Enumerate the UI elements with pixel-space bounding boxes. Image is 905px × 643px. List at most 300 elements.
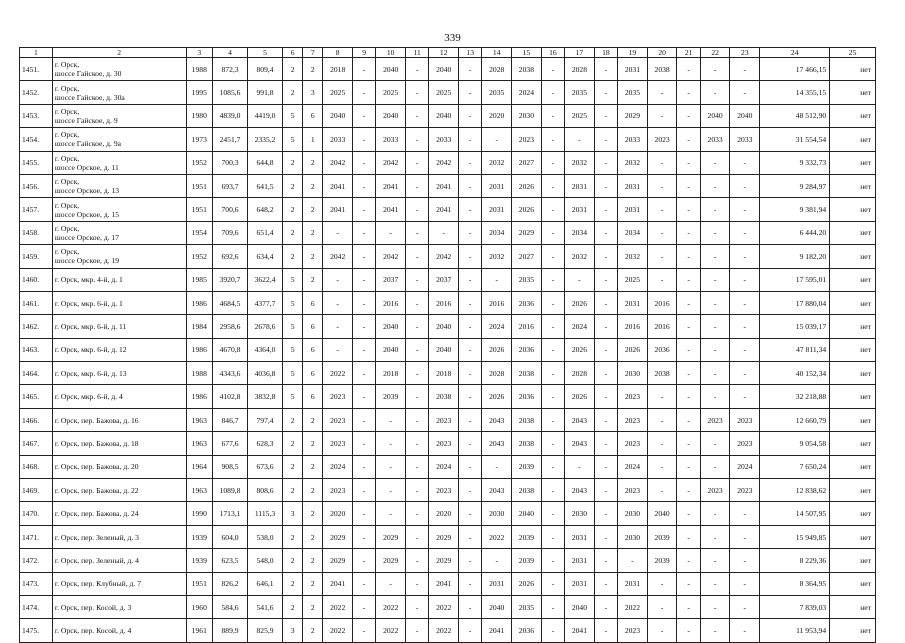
address-line: г. Орск, пер. Клубный, д. 7 bbox=[54, 579, 141, 589]
data-cell: - bbox=[353, 291, 376, 314]
data-cell: 9 054,58 bbox=[760, 432, 830, 455]
data-cell: - bbox=[700, 198, 730, 221]
data-cell: - bbox=[730, 362, 760, 385]
address-line: г. Орск, мкр. 6-й, д. 13 bbox=[54, 368, 127, 378]
data-cell: - bbox=[647, 174, 677, 197]
data-cell: 2024 bbox=[618, 455, 648, 478]
data-cell: 32 218,88 bbox=[760, 385, 830, 408]
data-cell: - bbox=[677, 502, 700, 525]
address-line: г. Орск, пер. Зеленый, д. 4 bbox=[54, 555, 139, 565]
data-cell: - bbox=[594, 619, 617, 642]
data-cell: 2032 bbox=[482, 245, 512, 268]
data-cell: 2025 bbox=[376, 81, 406, 104]
data-cell: - bbox=[353, 174, 376, 197]
data-cell: 2038 bbox=[512, 362, 542, 385]
data-cell: - bbox=[459, 385, 482, 408]
data-cell: - bbox=[594, 502, 617, 525]
address-cell bbox=[52, 408, 186, 431]
data-cell: 2041 bbox=[376, 174, 406, 197]
data-cell: - bbox=[541, 221, 564, 244]
data-cell: 2036 bbox=[512, 385, 542, 408]
column-number-header-row bbox=[20, 48, 876, 58]
data-cell: - bbox=[459, 549, 482, 572]
data-cell: 4839,0 bbox=[213, 104, 248, 127]
data-cell: - bbox=[406, 455, 429, 478]
data-cell: 797,4 bbox=[248, 408, 283, 431]
data-cell: 2031 bbox=[565, 549, 595, 572]
data-cell: - bbox=[700, 525, 730, 548]
data-cell: - bbox=[677, 408, 700, 431]
data-cell: 2024 bbox=[323, 455, 353, 478]
data-cell: - bbox=[594, 455, 617, 478]
data-cell: 2033 bbox=[323, 128, 353, 151]
data-cell: - bbox=[594, 198, 617, 221]
data-cell: - bbox=[406, 198, 429, 221]
data-cell: нет bbox=[830, 525, 876, 548]
data-cell: - bbox=[677, 221, 700, 244]
data-cell: - bbox=[730, 595, 760, 618]
data-cell: - bbox=[459, 408, 482, 431]
data-cell: 1954 bbox=[186, 221, 213, 244]
table-row bbox=[20, 572, 876, 595]
data-cell: 2026 bbox=[565, 338, 595, 361]
data-cell: - bbox=[677, 174, 700, 197]
data-cell: 2036 bbox=[647, 338, 677, 361]
data-cell: 2 bbox=[283, 81, 303, 104]
data-cell: 1986 bbox=[186, 385, 213, 408]
data-cell: - bbox=[376, 221, 406, 244]
data-cell: 2 bbox=[303, 549, 323, 572]
data-cell: - bbox=[459, 572, 482, 595]
address-line: г. Орск, bbox=[54, 60, 80, 70]
data-cell: - bbox=[459, 291, 482, 314]
data-cell: - bbox=[323, 338, 353, 361]
data-cell: 2028 bbox=[482, 58, 512, 81]
data-cell: - bbox=[406, 525, 429, 548]
data-cell: - bbox=[541, 479, 564, 502]
data-cell: нет bbox=[830, 291, 876, 314]
data-cell: - bbox=[730, 58, 760, 81]
data-cell: 12 838,62 bbox=[760, 479, 830, 502]
data-cell: - bbox=[730, 245, 760, 268]
data-cell: 4364,0 bbox=[248, 338, 283, 361]
data-cell: нет bbox=[830, 432, 876, 455]
data-cell: 2335,2 bbox=[248, 128, 283, 151]
data-cell: 2032 bbox=[618, 151, 648, 174]
row-number-cell: 1462. bbox=[20, 315, 53, 338]
data-cell: 1980 bbox=[186, 104, 213, 127]
data-cell: 4684,5 bbox=[213, 291, 248, 314]
column-header: 24 bbox=[760, 48, 830, 58]
data-cell: 673,6 bbox=[248, 455, 283, 478]
address-line: шоссе Орское, д. 15 bbox=[54, 209, 120, 219]
data-cell: 2041 bbox=[323, 174, 353, 197]
data-cell: 2032 bbox=[618, 245, 648, 268]
data-cell: - bbox=[459, 338, 482, 361]
data-cell: 2035 bbox=[482, 81, 512, 104]
data-cell: 2 bbox=[303, 174, 323, 197]
data-cell: 646,1 bbox=[248, 572, 283, 595]
data-cell: 2031 bbox=[482, 174, 512, 197]
address-line: шоссе Орское, д. 11 bbox=[54, 162, 119, 172]
data-cell: - bbox=[541, 455, 564, 478]
data-cell: нет bbox=[830, 502, 876, 525]
data-cell: - bbox=[459, 455, 482, 478]
data-cell: 2 bbox=[283, 408, 303, 431]
row-number-cell: 1469. bbox=[20, 479, 53, 502]
data-cell: 1988 bbox=[186, 362, 213, 385]
data-cell: 2041 bbox=[429, 198, 459, 221]
data-cell: нет bbox=[830, 221, 876, 244]
data-cell: - bbox=[353, 385, 376, 408]
data-cell: - bbox=[730, 385, 760, 408]
data-cell: 2020 bbox=[429, 502, 459, 525]
table-row bbox=[20, 455, 876, 478]
data-cell: - bbox=[459, 151, 482, 174]
data-cell: 3622,4 bbox=[248, 268, 283, 291]
data-cell: 2 bbox=[303, 455, 323, 478]
data-cell: - bbox=[459, 315, 482, 338]
data-cell: - bbox=[353, 549, 376, 572]
data-cell: - bbox=[353, 408, 376, 431]
data-cell: 2030 bbox=[565, 502, 595, 525]
data-cell: 2 bbox=[303, 408, 323, 431]
data-cell: 2 bbox=[283, 479, 303, 502]
column-header: 3 bbox=[186, 48, 213, 58]
data-cell: 2039 bbox=[512, 455, 542, 478]
data-cell: - bbox=[541, 525, 564, 548]
row-number-cell: 1465. bbox=[20, 385, 53, 408]
data-cell: - bbox=[677, 151, 700, 174]
data-cell: 2031 bbox=[565, 198, 595, 221]
data-cell: 2028 bbox=[565, 58, 595, 81]
address-line: шоссе Гайское, д. 9 bbox=[54, 115, 118, 125]
data-cell: 2033 bbox=[730, 128, 760, 151]
column-header: 15 bbox=[512, 48, 542, 58]
data-cell: 2031 bbox=[565, 525, 595, 548]
data-cell: 2043 bbox=[565, 408, 595, 431]
data-cell: 2040 bbox=[376, 338, 406, 361]
address-line: г. Орск, bbox=[54, 83, 80, 93]
address-cell bbox=[52, 338, 186, 361]
address-cell bbox=[52, 432, 186, 455]
data-cell: 2040 bbox=[647, 502, 677, 525]
address-cell bbox=[52, 268, 186, 291]
data-cell: - bbox=[700, 385, 730, 408]
data-cell: - bbox=[700, 81, 730, 104]
data-cell: - bbox=[594, 595, 617, 618]
data-cell: 9 332,73 bbox=[760, 151, 830, 174]
data-cell: - bbox=[459, 595, 482, 618]
data-cell: нет bbox=[830, 479, 876, 502]
table-row bbox=[20, 525, 876, 548]
data-cell: - bbox=[677, 58, 700, 81]
data-cell: 2958,6 bbox=[213, 315, 248, 338]
data-cell: - bbox=[406, 128, 429, 151]
data-cell: - bbox=[700, 572, 730, 595]
data-cell: 808,6 bbox=[248, 479, 283, 502]
data-cell: - bbox=[677, 479, 700, 502]
data-cell: - bbox=[594, 432, 617, 455]
data-cell: 2023 bbox=[730, 479, 760, 502]
data-cell: 5 bbox=[283, 362, 303, 385]
column-header: 2 bbox=[52, 48, 186, 58]
data-cell: - bbox=[730, 549, 760, 572]
data-cell: - bbox=[376, 455, 406, 478]
table-row bbox=[20, 174, 876, 197]
column-header: 4 bbox=[213, 48, 248, 58]
data-cell: - bbox=[700, 595, 730, 618]
data-cell: 2 bbox=[303, 58, 323, 81]
data-cell: - bbox=[541, 408, 564, 431]
data-cell: - bbox=[541, 502, 564, 525]
data-cell: 2 bbox=[283, 198, 303, 221]
data-cell: 2023 bbox=[730, 408, 760, 431]
data-cell: 2 bbox=[303, 479, 323, 502]
data-cell: 991,8 bbox=[248, 81, 283, 104]
table-row bbox=[20, 81, 876, 104]
data-cell: 2036 bbox=[512, 338, 542, 361]
data-cell: 6 bbox=[303, 385, 323, 408]
data-cell: 2032 bbox=[565, 151, 595, 174]
data-cell: 2029 bbox=[376, 525, 406, 548]
address-line: г. Орск, bbox=[54, 106, 80, 116]
address-cell bbox=[52, 174, 186, 197]
data-cell: 1713,1 bbox=[213, 502, 248, 525]
data-cell: 2016 bbox=[429, 291, 459, 314]
data-cell: 584,6 bbox=[213, 595, 248, 618]
data-cell: 2035 bbox=[512, 268, 542, 291]
data-cell: - bbox=[730, 221, 760, 244]
address-line: г. Орск, мкр. 6-й, д. 11 bbox=[54, 321, 127, 331]
data-cell: 2029 bbox=[429, 525, 459, 548]
data-cell: 2040 bbox=[482, 595, 512, 618]
data-cell: нет bbox=[830, 572, 876, 595]
data-cell: 1951 bbox=[186, 572, 213, 595]
data-cell: - bbox=[677, 619, 700, 642]
data-cell: - bbox=[406, 221, 429, 244]
row-number-cell: 1461. bbox=[20, 291, 53, 314]
address-line: г. Орск, мкр. 4-й, д. 1 bbox=[54, 275, 123, 285]
data-cell: - bbox=[700, 619, 730, 642]
table-row bbox=[20, 619, 876, 642]
data-cell: - bbox=[459, 432, 482, 455]
data-cell: - bbox=[353, 245, 376, 268]
data-cell: - bbox=[406, 479, 429, 502]
data-cell: 3832,8 bbox=[248, 385, 283, 408]
data-cell: - bbox=[677, 128, 700, 151]
row-number-cell: 1455. bbox=[20, 151, 53, 174]
data-cell: 1984 bbox=[186, 315, 213, 338]
data-cell: 2024 bbox=[512, 81, 542, 104]
data-cell: 2043 bbox=[565, 432, 595, 455]
row-number-cell: 1463. bbox=[20, 338, 53, 361]
data-cell: - bbox=[594, 291, 617, 314]
data-cell: 692,6 bbox=[213, 245, 248, 268]
data-cell: - bbox=[353, 268, 376, 291]
table-row bbox=[20, 385, 876, 408]
address-cell bbox=[52, 221, 186, 244]
data-cell: - bbox=[459, 245, 482, 268]
data-cell: 2026 bbox=[618, 338, 648, 361]
data-cell: 2035 bbox=[512, 595, 542, 618]
address-line: г. Орск, пер. Косой, д. 3 bbox=[54, 602, 132, 612]
data-cell: - bbox=[353, 338, 376, 361]
address-cell bbox=[52, 525, 186, 548]
data-cell: - bbox=[677, 572, 700, 595]
data-cell: 2032 bbox=[565, 245, 595, 268]
data-cell: - bbox=[482, 455, 512, 478]
data-cell: 2035 bbox=[565, 81, 595, 104]
data-cell: 2039 bbox=[376, 385, 406, 408]
column-header: 5 bbox=[248, 48, 283, 58]
data-cell: 2030 bbox=[512, 104, 542, 127]
data-cell: 541,6 bbox=[248, 595, 283, 618]
data-cell: 5 bbox=[283, 315, 303, 338]
data-cell: 2040 bbox=[565, 595, 595, 618]
data-cell: - bbox=[677, 525, 700, 548]
data-cell: - bbox=[541, 81, 564, 104]
data-cell: - bbox=[406, 58, 429, 81]
data-cell: 2016 bbox=[618, 315, 648, 338]
data-cell: 889,9 bbox=[213, 619, 248, 642]
data-cell: 2 bbox=[283, 151, 303, 174]
data-cell: - bbox=[730, 338, 760, 361]
data-cell: - bbox=[700, 549, 730, 572]
data-cell: 2 bbox=[303, 245, 323, 268]
data-cell: 6 bbox=[303, 104, 323, 127]
data-cell: 709,6 bbox=[213, 221, 248, 244]
address-cell bbox=[52, 151, 186, 174]
data-cell: 2026 bbox=[482, 385, 512, 408]
data-cell: 2023 bbox=[618, 408, 648, 431]
data-cell: 2023 bbox=[700, 479, 730, 502]
address-cell bbox=[52, 128, 186, 151]
data-cell: - bbox=[647, 81, 677, 104]
data-cell: 2041 bbox=[429, 174, 459, 197]
data-cell: 8 229,36 bbox=[760, 549, 830, 572]
column-header: 9 bbox=[353, 48, 376, 58]
data-cell: - bbox=[406, 291, 429, 314]
data-cell: 2042 bbox=[376, 151, 406, 174]
data-cell: - bbox=[541, 291, 564, 314]
data-cell: - bbox=[353, 572, 376, 595]
data-cell: 3920,7 bbox=[213, 268, 248, 291]
data-cell: - bbox=[730, 502, 760, 525]
data-cell: - bbox=[677, 245, 700, 268]
data-cell: 8 364,95 bbox=[760, 572, 830, 595]
data-cell: 2024 bbox=[429, 455, 459, 478]
data-cell: - bbox=[323, 315, 353, 338]
data-cell: 5 bbox=[283, 385, 303, 408]
data-cell: 2025 bbox=[565, 104, 595, 127]
data-cell: 1986 bbox=[186, 338, 213, 361]
data-cell: 2040 bbox=[376, 58, 406, 81]
data-cell: 2031 bbox=[565, 572, 595, 595]
data-cell: 2022 bbox=[429, 619, 459, 642]
data-cell: 2 bbox=[303, 198, 323, 221]
data-cell: - bbox=[618, 549, 648, 572]
data-cell: - bbox=[730, 315, 760, 338]
data-cell: 2041 bbox=[429, 572, 459, 595]
data-cell: - bbox=[647, 151, 677, 174]
data-cell: 2023 bbox=[429, 479, 459, 502]
data-cell: 2023 bbox=[323, 479, 353, 502]
data-cell: 2033 bbox=[429, 128, 459, 151]
data-cell: 17 880,04 bbox=[760, 291, 830, 314]
address-line: шоссе Гайское, д. 30а bbox=[54, 92, 125, 102]
address-line: г. Орск, bbox=[54, 130, 80, 140]
data-cell: - bbox=[459, 198, 482, 221]
data-cell: - bbox=[647, 432, 677, 455]
data-cell: 2025 bbox=[618, 268, 648, 291]
column-header: 16 bbox=[541, 48, 564, 58]
data-cell: 2026 bbox=[482, 338, 512, 361]
table-row bbox=[20, 502, 876, 525]
data-cell: - bbox=[376, 502, 406, 525]
data-cell: 2020 bbox=[482, 104, 512, 127]
data-cell: 2034 bbox=[565, 221, 595, 244]
data-cell: нет bbox=[830, 81, 876, 104]
data-cell: - bbox=[594, 174, 617, 197]
data-cell: 2030 bbox=[618, 525, 648, 548]
data-cell: - bbox=[700, 362, 730, 385]
data-cell: 47 811,34 bbox=[760, 338, 830, 361]
data-cell: - bbox=[647, 221, 677, 244]
data-cell: - bbox=[541, 58, 564, 81]
data-cell: 4102,8 bbox=[213, 385, 248, 408]
data-cell: - bbox=[730, 268, 760, 291]
data-cell: 2043 bbox=[482, 479, 512, 502]
data-cell: 2022 bbox=[323, 595, 353, 618]
data-cell: - bbox=[459, 104, 482, 127]
data-cell: 2 bbox=[303, 572, 323, 595]
data-cell: 2018 bbox=[376, 362, 406, 385]
data-cell: 2038 bbox=[512, 408, 542, 431]
data-cell: 2023 bbox=[323, 408, 353, 431]
data-cell: 2 bbox=[303, 221, 323, 244]
address-line: г. Орск, пер. Бажова, д. 20 bbox=[54, 462, 139, 472]
data-cell: - bbox=[323, 291, 353, 314]
data-cell: - bbox=[594, 104, 617, 127]
data-cell: - bbox=[406, 549, 429, 572]
data-cell: - bbox=[594, 58, 617, 81]
data-cell: 2 bbox=[303, 432, 323, 455]
data-cell: 2041 bbox=[323, 572, 353, 595]
data-cell: - bbox=[677, 362, 700, 385]
row-number-cell: 1468. bbox=[20, 455, 53, 478]
data-cell: нет bbox=[830, 408, 876, 431]
row-number-cell: 1475. bbox=[20, 619, 53, 642]
data-cell: - bbox=[541, 245, 564, 268]
data-cell: - bbox=[700, 291, 730, 314]
data-cell: нет bbox=[830, 619, 876, 642]
data-cell: - bbox=[700, 432, 730, 455]
data-cell: - bbox=[406, 432, 429, 455]
row-number-cell: 1470. bbox=[20, 502, 53, 525]
data-cell: 2036 bbox=[512, 291, 542, 314]
data-cell: 2037 bbox=[429, 268, 459, 291]
data-cell: - bbox=[406, 338, 429, 361]
table-row bbox=[20, 221, 876, 244]
data-cell: - bbox=[459, 221, 482, 244]
address-cell bbox=[52, 549, 186, 572]
data-cell: 2 bbox=[283, 174, 303, 197]
data-cell: 2040 bbox=[730, 104, 760, 127]
address-line: г. Орск, пер. Зеленый, д. 3 bbox=[54, 532, 139, 542]
data-cell: 4036,8 bbox=[248, 362, 283, 385]
column-header: 20 bbox=[647, 48, 677, 58]
